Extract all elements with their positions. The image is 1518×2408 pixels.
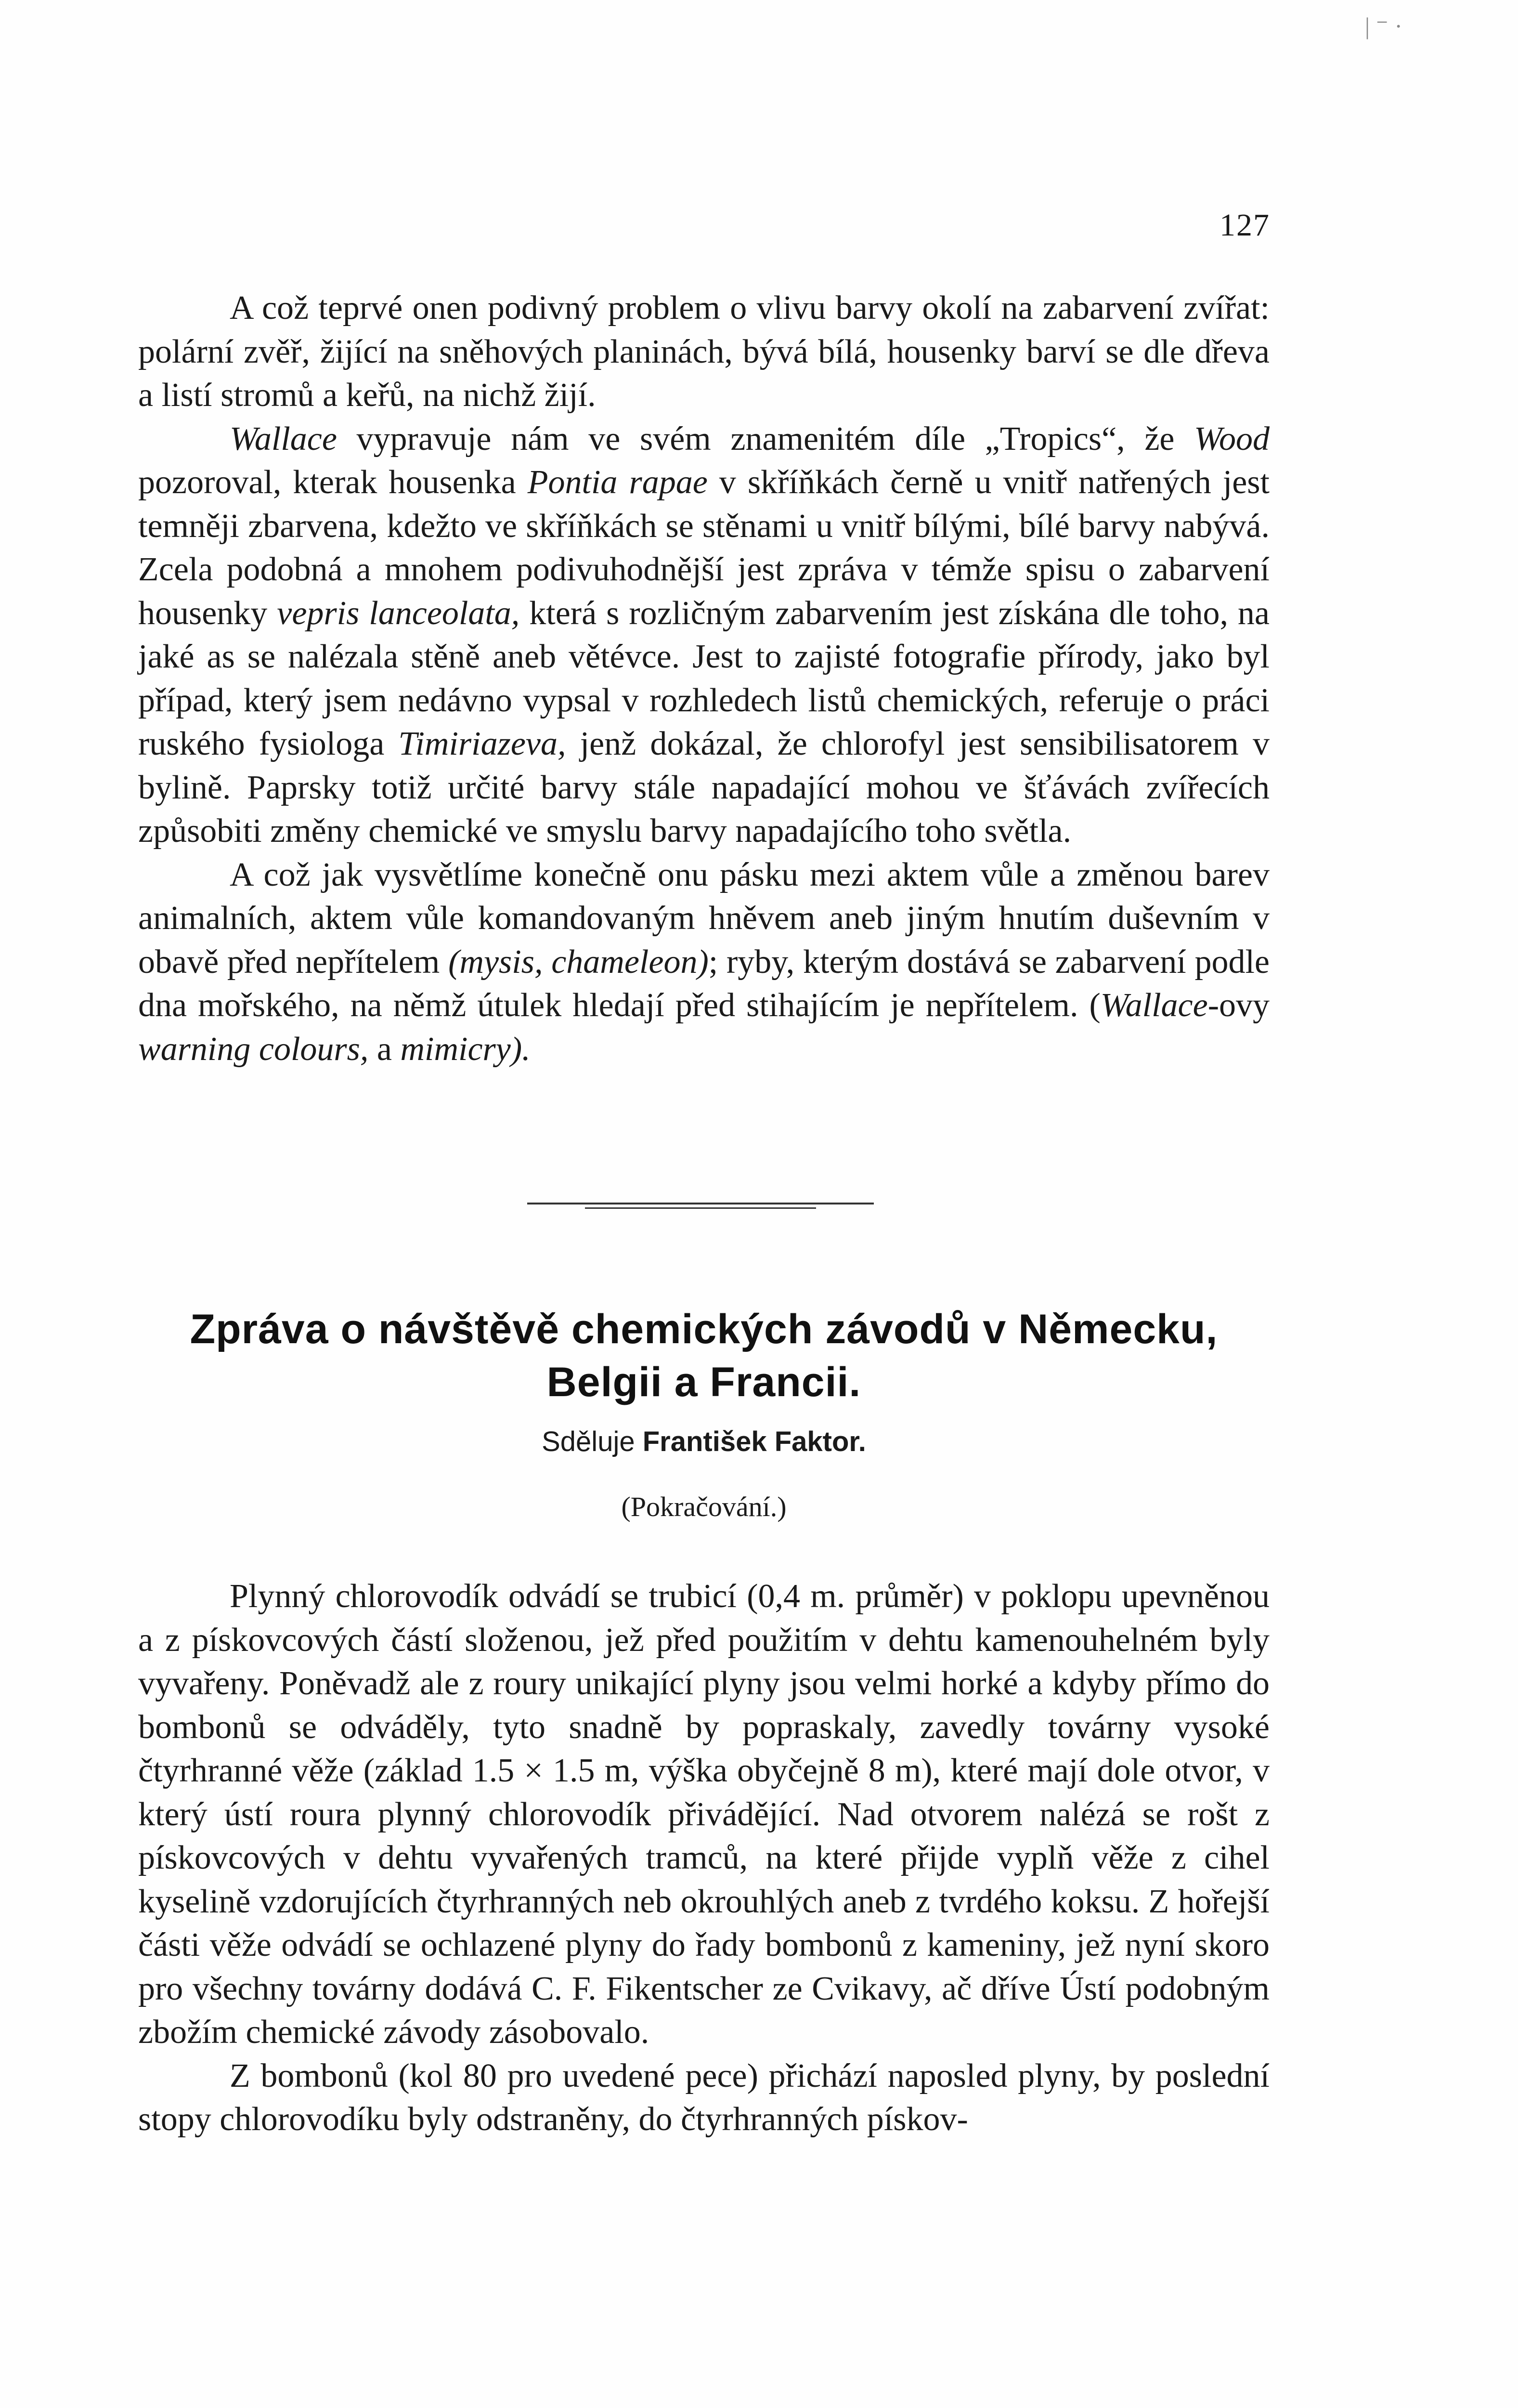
- paragraph: [138, 853, 1270, 1072]
- byline: [138, 1426, 1270, 1458]
- italic-text: warning colours,: [138, 1030, 369, 1068]
- italic-text: Timiriazeva,: [398, 725, 566, 762]
- page-number: 127: [1220, 208, 1270, 243]
- continued-note: (Pokračování.): [621, 1491, 787, 1522]
- paragraph: [138, 1575, 1270, 2055]
- author-name: František Faktor.: [642, 1426, 866, 1457]
- text-run: ; ryby, kterým dostává se zabarvení podle dna mořského, na němž útulek hledají před stihajícím je nepřítelem. (: [138, 943, 1270, 1024]
- text-run: v skříňkách černě u vnitř natřených jest temněji zbarvena, kdežto ve skříňkách se stěnami u vnitř bílými, bílé barvy nabývá. Zcela podobná a mnohem podivuhodnější jest zpráva v témže spisu o zabarvení housenky: [138, 464, 1270, 632]
- italic-text: vepris lanceolata,: [277, 594, 520, 632]
- paragraph: [138, 418, 1270, 853]
- margin-mark: | ⁻ ·: [1364, 13, 1402, 39]
- section-divider: [527, 1203, 874, 1210]
- italic-text: mimicry).: [400, 1030, 531, 1068]
- italic-text: Pontia rapae: [527, 464, 708, 501]
- divider-line: [585, 1207, 816, 1209]
- byline-prefix: Sděluje: [542, 1426, 643, 1457]
- italic-text: (mysis, chameleon): [448, 943, 709, 981]
- text-run: A což teprvé onen podivný problem o vlivu barvy okolí na zabarvení zvířat: polární zvěř, žijící na sněhových planinách, bývá bílá, housenky barví se dle dřeva a listí stromů a keřů, na nichž žijí.: [138, 289, 1270, 414]
- text-run: Plynný chlorovodík odvádí se trubicí (0,4 m. průměr) v poklopu upevněnou a z pískovcových částí složenou, jež před použitím v dehtu kamenouhelném byly vyvařeny. Poněvadž ale z roury unikající plyny jsou velmi horké a kdyby přímo do bombonů se odváděly, tyto snadně by popraskaly, zavedly továrny vysoké čtyrhranné věže (základ 1.5 × 1.5 m, výška obyčejně 8 m), které mají dole otvor, v který ústí roura plynný chlorovodík přivádějící. Nad otvorem nalézá se rošt z pískovcových v dehtu vyvařených tramců, na které přijde vyplň věže z cihel kyselině vzdorujících čtyrhranných neb okrouhlých aneb z tvrdého koksu. Z hořejší části věže odvádí se ochlazené plyny do řady bombonů z kameniny, jež nyní skoro pro všechny továrny dodává C. F. Fikentscher ze Cvikavy, ač dříve Ústí podobným zbožím chemické závody zásobovalo.: [138, 1578, 1270, 2051]
- paragraph: [138, 287, 1270, 418]
- italic-text: Wallace: [1100, 987, 1208, 1024]
- divider-line: [527, 1203, 874, 1204]
- text-run: Z bombonů (kol 80 pro uvedené pece) přichází naposled plyny, by poslední stopy chlorovodíku byly odstraněny, do čtyrhranných pískov-: [138, 2057, 1270, 2138]
- article-title: Zpráva o návštěvě chemických závodů v Německu, Belgii a Francii.: [190, 1306, 1218, 1405]
- italic-text: Wallace: [230, 420, 337, 458]
- article-body: [138, 1575, 1270, 2142]
- text-run: pozoroval, kterak housenka: [138, 464, 528, 501]
- paragraph: [138, 2055, 1270, 2142]
- top-section: [138, 287, 1270, 1071]
- italic-text: Wood: [1194, 420, 1270, 458]
- text-run: A což jak vysvětlíme konečně onu pásku mezi aktem vůle a změnou barev animalních, aktem vůle komandovaným hněvem aneb jiným hnutím duševním v obavě před nepřítelem: [138, 856, 1270, 981]
- text-run: -ovy: [1207, 987, 1270, 1024]
- text-run: která s rozličným zabarvením jest získána dle toho, na jaké as se nalézala stěně aneb větévce. Jest to zajisté fotografie přírody, jako byl případ, který jsem nedávno vypsal v rozhledech listů chemických, referuje o práci ruského fysiologa: [138, 594, 1270, 762]
- text-run: vypravuje nám ve svém znamenitém díle „Tropics“, že: [337, 420, 1194, 458]
- text-run: a: [368, 1030, 401, 1068]
- text-run: jenž dokázal, že chlorofyl jest sensibilisatorem v bylině. Paprsky totiž určité barvy stále napadající mohou ve šťávách zvířecích způsobiti změny chemické ve smyslu barvy napadajícího toho světla.: [138, 725, 1270, 850]
